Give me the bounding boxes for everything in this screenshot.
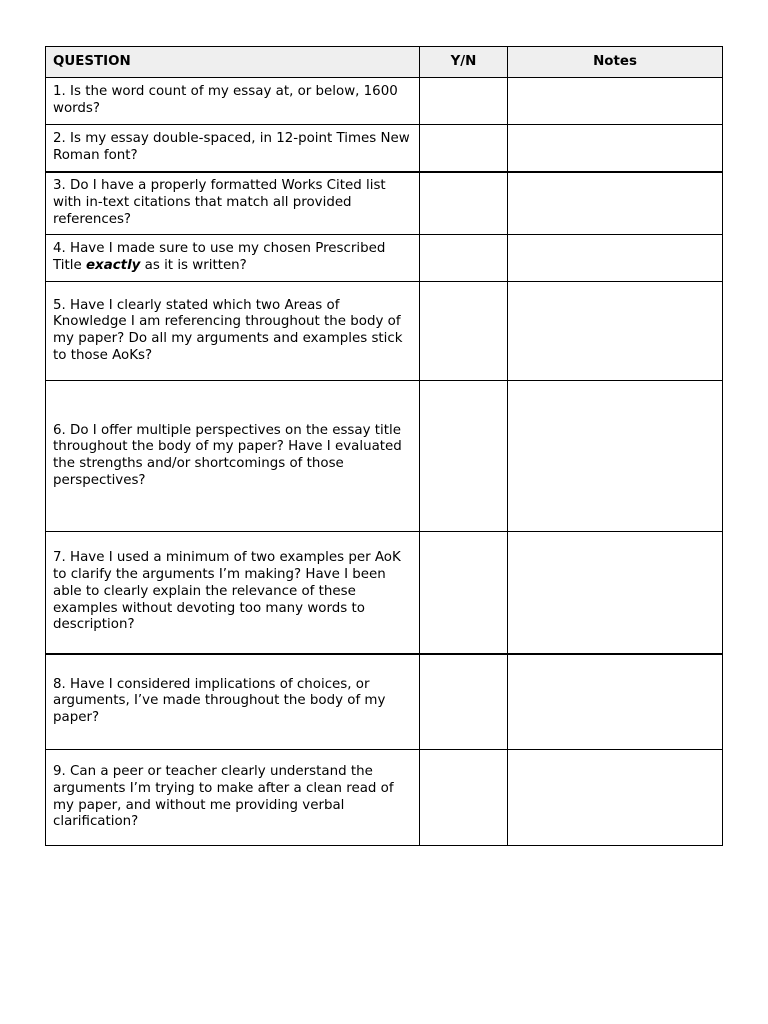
yn-cell[interactable] xyxy=(420,532,508,654)
header-row xyxy=(46,47,723,78)
yn-cell[interactable] xyxy=(420,282,508,381)
question-cell: 6. Do I offer multiple perspectives on the essay title throughout the body of my paper? Have I evaluated the strengths and/or shortcomings of those perspectives? xyxy=(46,381,420,532)
table-row xyxy=(46,172,723,235)
notes-cell[interactable] xyxy=(508,750,723,846)
question-text-start: 4. Have I made sure to use my chosen Prescribed Title xyxy=(53,241,386,273)
table-row xyxy=(46,125,723,172)
question-column-header: QUESTION xyxy=(46,47,420,78)
question-cell: 5. Have I clearly stated which two Areas of Knowledge I am referencing throughout the body of my paper? Do all my arguments and examples stick to those AoKs? xyxy=(46,282,420,381)
yn-cell[interactable] xyxy=(420,381,508,532)
notes-cell[interactable] xyxy=(508,532,723,654)
notes-cell[interactable] xyxy=(508,125,723,172)
yn-cell[interactable] xyxy=(420,172,508,235)
question-cell xyxy=(46,235,420,282)
yn-column-header: Y/N xyxy=(420,47,508,78)
notes-cell[interactable] xyxy=(508,381,723,532)
question-cell: 3. Do I have a properly formatted Works Cited list with in-text citations that match all provided references? xyxy=(46,172,420,235)
yn-cell[interactable] xyxy=(420,235,508,282)
question-text-end: as it is written? xyxy=(140,258,247,273)
notes-column-header: Notes xyxy=(508,47,723,78)
essay-checklist-table xyxy=(45,46,723,846)
question-cell: 8. Have I considered implications of choices, or arguments, I’ve made throughout the body of my paper? xyxy=(46,654,420,750)
notes-cell[interactable] xyxy=(508,172,723,235)
yn-cell[interactable] xyxy=(420,125,508,172)
yn-cell[interactable] xyxy=(420,78,508,125)
table-row xyxy=(46,532,723,654)
notes-cell[interactable] xyxy=(508,282,723,381)
notes-cell[interactable] xyxy=(508,235,723,282)
table-row xyxy=(46,235,723,282)
emphasized-word: exactly xyxy=(85,258,141,273)
notes-cell[interactable] xyxy=(508,78,723,125)
table-row xyxy=(46,654,723,750)
question-cell: 1. Is the word count of my essay at, or below, 1600 words? xyxy=(46,78,420,125)
question-cell: 9. Can a peer or teacher clearly understand the arguments I’m trying to make after a clean read of my paper, and without me providing verbal clarification? xyxy=(46,750,420,846)
notes-cell[interactable] xyxy=(508,654,723,750)
yn-cell[interactable] xyxy=(420,750,508,846)
table-row xyxy=(46,282,723,381)
table-row xyxy=(46,78,723,125)
question-cell: 7. Have I used a minimum of two examples per AoK to clarify the arguments I’m making? Have I been able to clearly explain the relevance of these examples without devoting too many words to description? xyxy=(46,532,420,654)
table-row xyxy=(46,381,723,532)
question-cell: 2. Is my essay double-spaced, in 12-point Times New Roman font? xyxy=(46,125,420,172)
table-row xyxy=(46,750,723,846)
yn-cell[interactable] xyxy=(420,654,508,750)
